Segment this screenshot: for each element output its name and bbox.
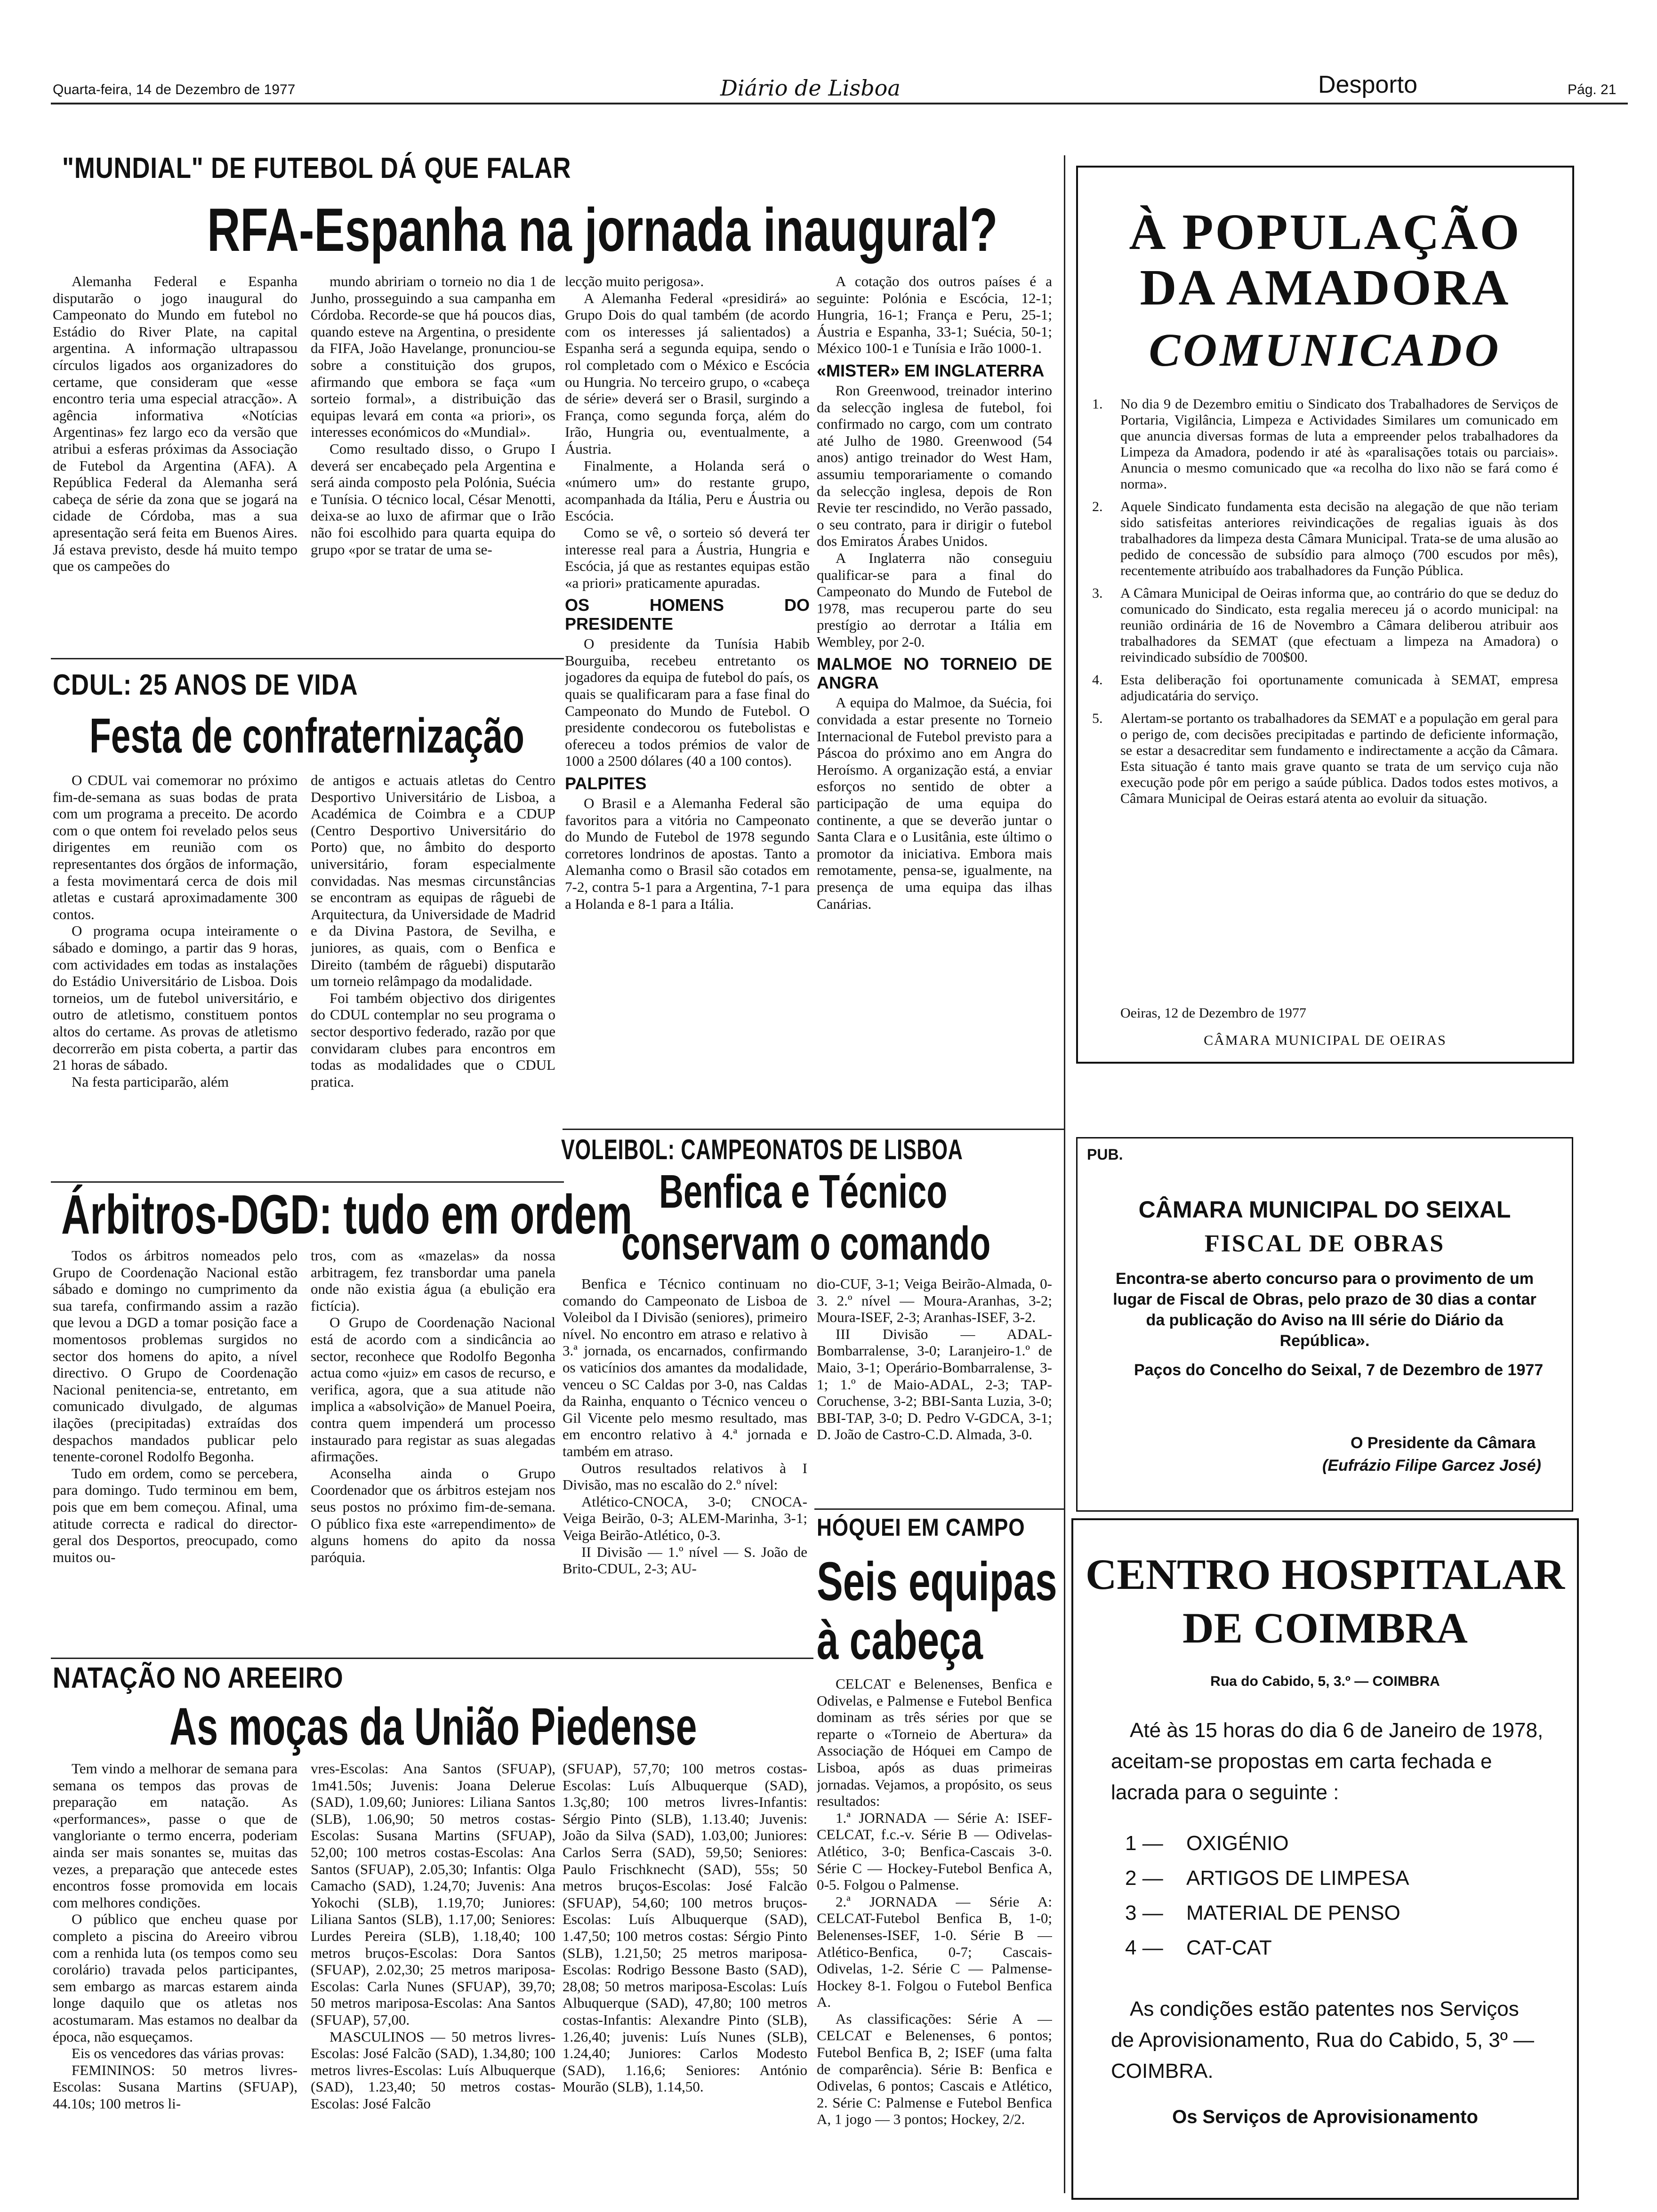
- amadora-title-2: DA AMADORA: [1140, 260, 1511, 316]
- seixal-pub-label: PUB.: [1087, 1146, 1123, 1163]
- seixal-signature-2: (Eufrázio Filipe Garcez José): [1322, 1457, 1541, 1475]
- masthead-date: Quarta-feira, 14 de Dezembro de 1977: [53, 82, 296, 97]
- voleibol-headline-1: Benfica e Técnico: [659, 1165, 948, 1218]
- seixal-place-date: Paços do Concelho do Seixal, 7 de Dezembro de 1977: [1134, 1361, 1544, 1379]
- amadora-items: [1092, 396, 1558, 813]
- divider-natacao: [51, 1658, 813, 1659]
- subhead-homens: OS HOMENS DO PRESIDENTE: [565, 595, 810, 634]
- coimbra-signature: Os Serviços de Aprovisionamento: [1172, 2107, 1478, 2127]
- masthead-rule: [51, 103, 1628, 104]
- mundial-col-1: Alemanha Federal e Espanha disputarão o jogo inaugural do Campeonato do Mundo em futebol no Estádio do River Plate, na capital argentina. A informação ultrapassou círculos ligados aos organizadores do certame, que consideram que «esse encontro teria uma especial atracção». A agência informativa «Notícias Argentinas» fez largo eco da versão que atribui a esferas próximas da Associação de Futebol da Argentina (AFA). A República Federal da Alemanha será cabeça de série da zona que se jogará na cidade de Córdoba, mas a sua apresentação será feita em Buenos Aires. Já estava previsto, desde há muito tempo que os campeões do: [53, 273, 298, 575]
- amadora-item: 1. No dia 9 de Dezembro emitiu o Sindicato dos Trabalhadores de Serviços de Portaria, Vigilância, Limpeza e Actividades Similares um comunicado em que anuncia diversas formas de luta a empreender pelos trabalhadores da Limpeza da Amadora, podendo ir até às «paralisações totais ou parciais». Anuncia o mesmo comunicado que «a recolha do lixo não se fará como é norma».: [1092, 396, 1558, 492]
- seixal-title-1: CÂMARA MUNICIPAL DO SEIXAL: [1138, 1196, 1511, 1223]
- amadora-notice: [1076, 166, 1574, 1064]
- natacao-kicker: NATAÇÃO NO AREEIRO: [53, 1662, 344, 1694]
- masthead-page: Pág. 21: [1568, 82, 1617, 97]
- voleibol-kicker: VOLEIBOL: CAMPEONATOS DE LISBOA: [561, 1134, 963, 1165]
- arbitros-col-1: Todos os árbitros nomeados pelo Grupo de Coordenação Nacional estão sábado e domingo no cumprimento da sua tarefa, confirmando assim a razão que levou a DGD a tomar posição face a momentosos problemas surgidos no sector dos homens do apito, a nível directivo. O Grupo de Coordenação Nacional penitencia-se, entretanto, em comunicado divulgado, de algumas ilações (precipitadas) extraídas dos despachos mandados publicar pelo tenente-coronel Rodolfo Begonha. Tudo em ordem, como se percebera, para domingo. Tudo terminou em bem, pois que em bem começou. Afinal, uma atitude correcta e radical do director-geral dos Desportos, preocupado, como muitos ou-: [53, 1247, 298, 1565]
- coimbra-notice: [1071, 1518, 1579, 2200]
- amadora-item: 4. Esta deliberação foi oportunamente comunicada à SEMAT, empresa adjudicatária do serviço.: [1092, 672, 1558, 704]
- cdul-headline: Festa de confraternização: [89, 709, 524, 763]
- divider-hoquei: [814, 1508, 1064, 1510]
- amadora-place-date: Oeiras, 12 de Dezembro de 1977: [1120, 1005, 1306, 1021]
- seixal-signature-1: O Presidente da Câmara: [1351, 1434, 1536, 1452]
- amadora-item: 5. Alertam-se portanto os trabalhadores da SEMAT e a população em geral para o perigo de, com decisões precipitadas e partindo de deficiente informação, se estar a desacreditar sem fundamento e indirectamente a acção da Câmara. Esta situação é tanto mais grave quanto se trata de um serviço cuja não execução pode pôr em perigo a saúde pública. Dados todos estes motivos, a Câmara Municipal de Oeiras estará atenta ao evoluir da situação.: [1092, 711, 1558, 806]
- coimbra-item: 1 — OXIGÉNIO: [1125, 1832, 1289, 1855]
- cdul-col-2: de antigos e actuais atletas do Centro Desportivo Universitário de Lisboa, a Académica de Coimbra e a CDUP (Centro Desportivo Universitário do Porto) que, no âmbito do desporto universitário, foram especialmente convidadas. Nas mesmas circunstâncias se encontram as equipas de râguebi de Arquitectura, da Universidade de Madrid e da Divina Pastora, de Sevilha, e juniores, as quais, com o Benfica e Direito (também de râguebi) disputarão um torneio relâmpago da modalidade. Foi também objectivo dos dirigentes do CDUL contemplar no seu programa o sector desportivo federado, razão por que convidaram clubes para encontros em todas as modalidades que o CDUL pratica.: [311, 772, 555, 1090]
- divider-mundial-cdul: [51, 658, 564, 659]
- coimbra-intro: Até às 15 horas do dia 6 de Janeiro de 1978, aceitam-se propostas em carta fechada e lacrada para o seguinte :: [1111, 1719, 1544, 1804]
- coimbra-address: Rua do Cabido, 5, 3.º — COIMBRA: [1210, 1674, 1440, 1689]
- hoquei-kicker: HÓQUEI EM CAMPO: [817, 1514, 1025, 1541]
- subhead-palpites: PALPITES: [565, 774, 647, 793]
- voleibol-col-1: Benfica e Técnico continuam no comando do Campeonato de Lisboa de Voleibol da I Divisão (seniores), primeiro nível. No encontro em atraso e relativo à 3.ª jornada, os encarnados, confirmando os vaticínios dos amantes da modalidade, venceu o SC Caldas por 3-0, nas Caldas da Rainha, enquanto o Técnico venceu o Gil Vicente pelo mesmo resultado, mas em encontro relativo à 4.ª jornada e também em atraso. Outros resultados relativos à I Divisão, mas no escalão do 2.º nível: Atlético-CNOCA, 3-0; CNOCA-Veiga Beirão, 0-3; ALEM-Marinha, 3-1; Veiga Beirão-Atlético, 0-3. II Divisão — 1.º nível — S. João de Brito-CDUL, 2-3; AU-: [563, 1275, 807, 1577]
- mundial-col-2: mundo abririam o torneio no dia 1 de Junho, prosseguindo a sua campanha em Córdoba. Recorde-se que há poucos dias, quando esteve na Argentina, o presidente da FIFA, João Havelange, pronunciou-se sobre a constituição dos grupos, afirmando que embora se faça «um sorteio formal», a distribuição das equipas levará em conta «a priori», os interesses económicos do «Mundial». Como resultado disso, o Grupo I deverá ser encabeçado pela Argentina e será ainda composto pela Polónia, Suécia e Tunísia. O técnico local, César Menotti, deixa-se ao luxo de afirmar que o Irão não foi escolhido para quarta equipa do grupo «por se tratar de uma se-: [311, 273, 555, 558]
- natacao-headline: As moças da União Piedense: [169, 1697, 697, 1756]
- column-divider: [1064, 155, 1065, 2193]
- mundial-col-4: A cotação dos outros países é a seguinte: Polónia e Escócia, 12-1; Hungria, 16-1; França e Peru, 25-1; Áustria e Espanha, 33-1; Suécia, 50-1; México 100-1 e Tunísia e Irão 1000-1. «MISTER» EM INGLATERRA Ron Greenwood, treinador interino da selecção inglesa de futebol, foi confirmado no cargo, com um contrato até Julho de 1980. Greenwood (54 anos) antigo treinador do West Ham, assumiu temporariamente o comando da selecção inglesa, depois de Ron Revie ter rescindido, no Verão passado, o seu contrato, para ir dirigir o futebol dos Emiratos Árabes Unidos. A Inglaterra não conseguiu qualificar-se para a final do Campeonato do Mundo de Futebol de 1978, mas recuperou parte do seu prestígio ao derrotar a Itália em Wembley, por 2-0. MALMOE NO TORNEIO DE ANGRA A equipa do Malmoe, da Suécia, foi convidada a estar presente no Torneio Internacional de Futebol previsto para a Páscoa do próximo ano em Angra do Heroísmo. A organização está, a enviar esforços no sentido de obter a participação de uma equipa do continente, a que se deverão juntar o Santa Clara e o Lusitânia, este último o promotor da iniciativa. Embora mais remotamente, pensa-se, igualmente, na presença de uma equipa das ilhas Canárias.: [817, 273, 1052, 912]
- seixal-title-2: FISCAL DE OBRAS: [1204, 1230, 1445, 1257]
- arbitros-headline: Árbitros-DGD: tudo em ordem: [61, 1184, 633, 1246]
- amadora-subtitle: COMUNICADO: [1149, 324, 1502, 376]
- amadora-title-1: À POPULAÇÃO: [1129, 204, 1521, 260]
- coimbra-item: 2 — ARTIGOS DE LIMPESA: [1125, 1867, 1409, 1890]
- amadora-item: 3. A Câmara Municipal de Oeiras informa que, ao contrário do que se deduz do comunicado do Sindicato, esta regalia mereceu já o acordo municipal: na reunião ordinária de 16 de Novembro a Câmara deliberou atribuir aos trabalhadores da SEMAT (que efectuam a limpeza na Amadora) o reivindicado subsídio de 700$00.: [1092, 585, 1558, 665]
- masthead-paper: Diário de Lisboa: [720, 75, 901, 101]
- subhead-mister: «MISTER» EM INGLATERRA: [817, 361, 1045, 380]
- seixal-notice: [1076, 1137, 1573, 1512]
- mundial-headline: RFA-Espanha na jornada inaugural?: [207, 195, 998, 264]
- divider-mundial-voleibol: [563, 1129, 1064, 1130]
- hoquei-headline-1: Seis equipas: [817, 1551, 1057, 1612]
- amadora-signature: CÂMARA MUNICIPAL DE OEIRAS: [1204, 1033, 1447, 1048]
- coimbra-item: 3 — MATERIAL DE PENSO: [1125, 1901, 1400, 1924]
- seixal-body: Encontra-se aberto concurso para o provimento de um lugar de Fiscal de Obras, pelo prazo de 30 dias a contar da publicação do Aviso na III série do Diário da República».: [1113, 1270, 1536, 1350]
- natacao-col-3: (SFUAP), 57,70; 100 metros costas-Escolas: Luís Albuquerque (SAD), 1.3ç,80; 100 metros livres-Infantis: Sérgio Pinto (SLB), 1.13.40; Juvenis: João da Silva (SAD), 1.03,00; Juniores: Carlos Serra (SAD), 59,50; Seniores: Paulo Frischknecht (SAD), 55s; 50 metros bruços-Escolas: José Falcão (SFUAP), 54,60; 100 metros bruços-Escolas: Luís Albuquerque (SAD), 1.47,50; 100 metros costas: Sérgio Pinto (SLB), 1.21,50; 25 metros mariposa-Escolas: Rodrigo Bessone Basto (SAD), 28,08; 50 metros mariposa-Escolas: Luís Albuquerque (SAD), 47,80; 100 metros costas-Infantis: Alexandre Pinto (SLB), 1.26,40; juvenis: Luís Nunes (SLB), 1.24,40; Juniores: Carlos Modesto (SAD), 1.16,6; Seniores: António Mourão (SLB), 1.14,50.: [563, 1760, 807, 2095]
- coimbra-items: [1125, 1826, 1530, 1965]
- amadora-item: 2. Aquele Sindicato fundamenta esta decisão na alegação de que não teriam sido satisfeitas anteriores reivindicações de regalias iguais às dos trabalhadores da limpeza desta Câmara Municipal. Trata-se de uma alusão ao pedido de concessão de subsídio para almoço (700 escudos por mês), recentemente atribuído aos trabalhadores da Função Pública.: [1092, 499, 1558, 578]
- natacao-col-2: vres-Escolas: Ana Santos (SFUAP), 1m41.50s; Juvenis: Joana Delerue (SAD), 1.09,60; Juniores: Liliana Santos (SLB), 1.06,90; 50 metros costas-Escolas: Susana Martins (SFUAP), 52,00; 100 metros costas-Escolas: Ana Santos (SFUAP), 2.05,30; Infantis: Olga Camacho (SAD), 1.24,70; Juvenis: Ana Yokochi (SLB), 1.19,70; Juniores: Liliana Santos (SLB), 1.17,00; Seniores: Lurdes Pereira (SLB), 1.18,40; 100 metros bruços-Escolas: Dora Santos (SFUAP), 2.02,30; 25 metros mariposa-Escolas: Carla Nunes (SFUAP), 39,70; 50 metros mariposa-Escolas: Ana Santos (SFUAP), 57,00. MASCULINOS — 50 metros livres-Escolas: José Falcão (SAD), 1.34,80; 100 metros livres-Escolas: Luís Albuquerque (SAD), 1.23,40; 50 metros costas-Escolas: José Falcão: [311, 1760, 555, 2112]
- divider-cdul-arbitros: [51, 1181, 564, 1183]
- coimbra-item: 4 — CAT-CAT: [1125, 1936, 1272, 1959]
- masthead-section: Desporto: [1318, 71, 1417, 98]
- arbitros-col-2: tros, com as «mazelas» da nossa arbitragem, fez transbordar uma panela onde não existia água (a ebulição era fictícia). O Grupo de Coordenação Nacional está de acordo com a sindicância ao sector, reconhece que Rodolfo Begonha actua como «juiz» em casos de recurso, e verifica, agora, que a sua atitude não implica a «absolvição» de Manuel Poeira, contra quem impenderá um processo instaurado para registar as suas alegadas afirmações. Aconselha ainda o Grupo Coordenador que os árbitros estejam nos seus postos no próximo fim-de-semana. O público fixa este «arrependimento» de alguns homens do apito da nossa paróquia.: [311, 1247, 555, 1565]
- subhead-malmoe: MALMOE NO TORNEIO DE ANGRA: [817, 654, 1052, 693]
- mundial-col-3: lecção muito perigosa». A Alemanha Federal «presidirá» ao Grupo Dois do qual também (de acordo com os interesses já salientados) a Espanha será a segunda equipa, sendo o rol completado com o México e Escócia ou Hungria. No terceiro grupo, o «cabeça de série» deverá ser o Brasil, surgindo a França, como segunda força, além do Irão, Hungria ou, eventualmente, a Áustria. Finalmente, a Holanda será o «número um» do restante grupo, acompanhada da Itália, Peru e Áustria ou Escócia. Como se vê, o sorteio só deverá ter interesse real para a Áustria, Hungria e Escócia, já que as restantes equipas estão «a priori» praticamente apuradas. OS HOMENS DO PRESIDENTE O presidente da Tunísia Habib Bourguiba, recebeu entretanto os jogadores da equipa de futebol do país, os quais se qualificaram para a fase final do Campeonato do Mundo de Futebol. O presidente condecorou os futebolistas e ofereceu a todos prémios de valor de 1000 a 2500 dólares (40 a 100 contos). PALPITES O Brasil e a Alemanha Federal são favoritos para a vitória no Campeonato do Mundo de Futebol de 1978 segundo corretores londrinos de apostas. Tanto a Alemanha como o Brasil são cotados em 7-2, contra 5-1 para a Argentina, 7-1 para a Holanda e 8-1 para a Itália.: [565, 273, 810, 912]
- voleibol-headline-2: conservam o comando: [621, 1217, 991, 1270]
- hoquei-headline-2: à cabeça: [817, 1610, 983, 1671]
- coimbra-title-1: CENTRO HOSPITALAR: [1085, 1550, 1565, 1598]
- hoquei-col: CELCAT e Belenenses, Benfica e Odivelas, e Palmense e Futebol Benfica dominam as três séries por que se reparte o «Torneio de Abertura» da Associação de Hóquei em Campo de Lisboa, após as duas primeiras jornadas. Vejamos, a propósito, os seus resultados: 1.ª JORNADA — Série A: ISEF-CELCAT, f.c.-v. Série B — Odivelas-Atlético, 3-0; Benfica-Cascais 3-0. Série C — Hockey-Futebol Benfica A, 0-5. Folgou o Palmense. 2.ª JORNADA — Série A: CELCAT-Futebol Benfica B, 1-0; Belenenses-ISEF, 1-0. Série B — Atlético-Benfica, 0-7; Cascais-Odivelas, 1-2. Série C — Palmense-Hockey 8-1. Folgou o Futebol Benfica A. As classificações: Série A — CELCAT e Belenenses, 6 pontos; Futebol Benfica B, 2; ISEF (uma falta de comparência). Série B: Benfica e Odivelas, 6 pontos; Cascais e Atlético, 2. Série C: Palmense e Futebol Benfica A, 1 jogo — 3 pontos; Hockey, 2/2.: [817, 1675, 1052, 2128]
- cdul-col-1: O CDUL vai comemorar no próximo fim-de-semana as suas bodas de prata com um programa a preceito. De acordo com o que ontem foi revelado pelos seus dirigentes em reunião com os representantes dos órgãos de informação, a festa movimentará cerca de dois mil atletas e custará aproximadamente 300 contos. O programa ocupa inteiramente o sábado e domingo, a partir das 9 horas, com actividades em todas as instalações do Estádio Universitário de Lisboa. Dois torneios, um de futebol universitário, e outro de atletismo, constituem pontos altos do certame. As provas de atletismo decorrerão em pista coberta, a partir das 21 horas de sábado. Na festa participarão, além: [53, 772, 298, 1090]
- cdul-kicker: CDUL: 25 ANOS DE VIDA: [53, 669, 358, 701]
- mundial-kicker: "MUNDIAL" DE FUTEBOL DÁ QUE FALAR: [62, 152, 571, 184]
- voleibol-col-2: dio-CUF, 3-1; Veiga Beirão-Almada, 0-3. 2.º nível — Moura-Aranhas, 3-2; Moura-ISEF, 2-3; Aranhas-ISEF, 3-2. III Divisão — ADAL-Bombarralense, 3-0; Laranjeiro-1.º de Maio, 3-1; Operário-Bombarralense, 3-1; 1.º de Maio-ADAL, 2-3; TAP-Coruchense, 3-2; BBI-Santa Luzia, 3-0; BBI-TAP, 3-0; D. Pedro V-GDCA, 3-1; D. João de Castro-C.D. Almada, 3-0.: [817, 1275, 1052, 1443]
- coimbra-conditions: As condições estão patentes nos Serviços de Aprovisionamento, Rua do Cabido, 5, 3º — COIMBRA.: [1111, 1997, 1535, 2083]
- natacao-col-1: Tem vindo a melhorar de semana para semana os tempos das provas de preparação em natação. As «performances», passe o que de vangloriante o termo encerra, poderiam ainda ser mais sonantes se, muitas das vezes, a preparação que antecede estes encontros fosse promovida em locais com melhores condições. O público que encheu quase por completo a piscina do Areeiro vibrou com a renhida luta (os tempos como seu corolário) travada pelos participantes, sem embargo as marcas estarem ainda longe daquilo que os atletas nos acostumaram. Mas estamos no dealbar da época, não esqueçamos. Eis os vencedores das várias provas: FEMININOS: 50 metros livres-Escolas: Susana Martins (SFUAP), 44.10s; 100 metros li-: [53, 1760, 298, 2112]
- coimbra-title-2: DE COIMBRA: [1182, 1604, 1468, 1652]
